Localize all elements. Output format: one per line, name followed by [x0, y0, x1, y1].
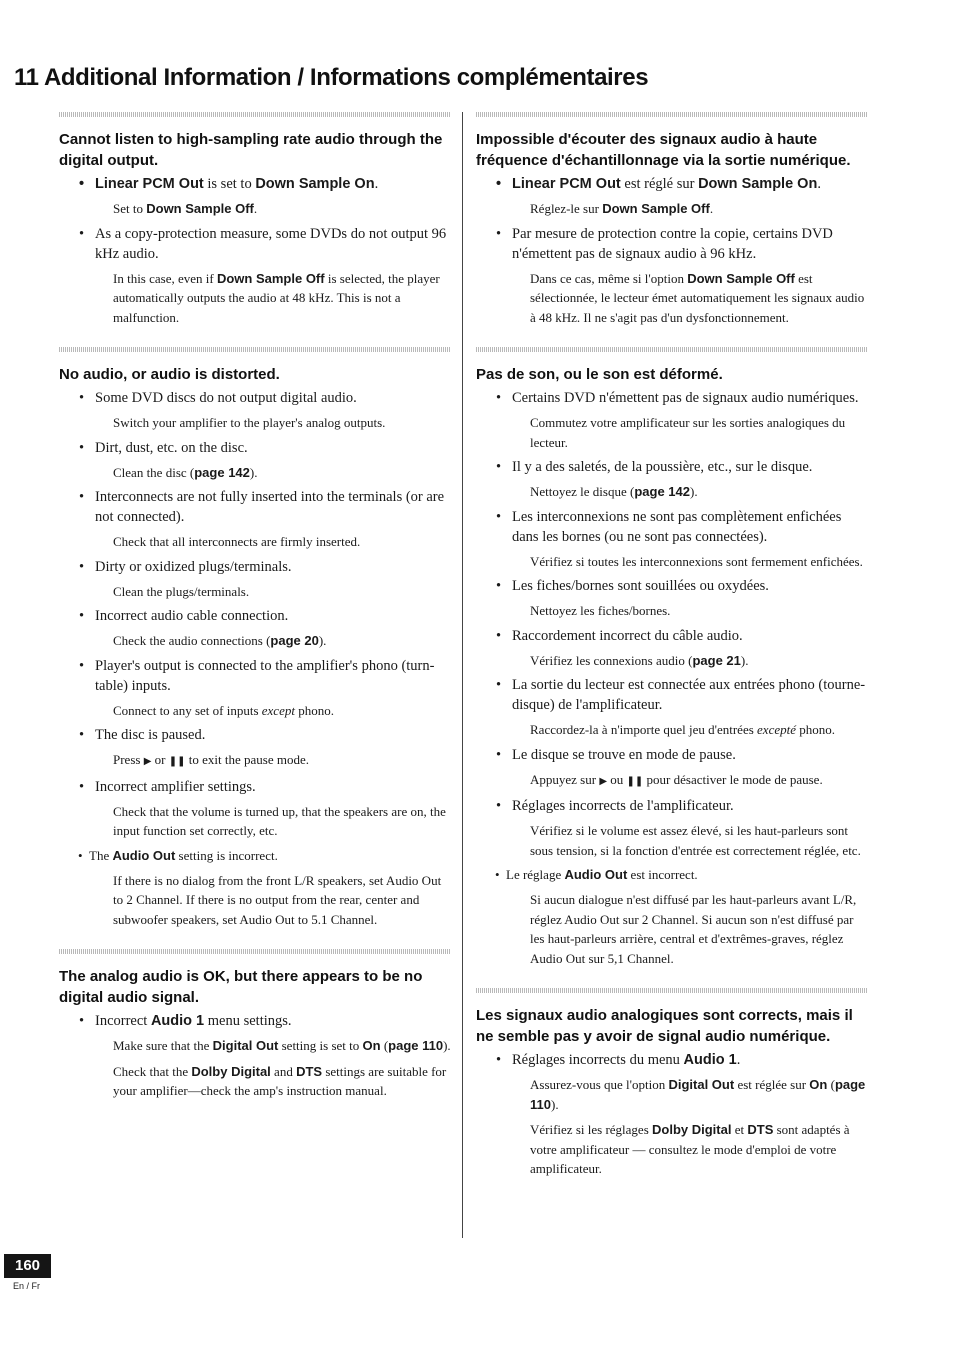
bullet-icon: • — [496, 390, 502, 406]
page-reference: page 110 — [388, 1038, 444, 1053]
list-item — [59, 174, 451, 219]
remedy-text: Commutez votre amplificateur sur les sorties analogiques du lecteur. — [530, 415, 846, 450]
cause-text: • Incorrect amplifier settings. — [79, 778, 256, 795]
bullet-icon: • — [496, 578, 502, 594]
cause-text: • Les fiches/bornes sont souillées ou oxydées. — [496, 578, 769, 594]
section-heading: The analog audio is OK, but there appears to be no digital audio signal. — [59, 968, 423, 1006]
bullet-icon: • — [79, 778, 85, 795]
list-item — [59, 606, 451, 651]
remedy-text: Si aucun dialogue n'est diffusé par les haut-parleurs avant L/R, réglez Audio Out sur 2 Channel. Si aucun son n'est diffusé par les haut-parleurs arrière, central et d'extrêmes-graves, réglez Audio Out sur 5,1 Channel. — [530, 892, 857, 966]
section-no-digital-signal-fr — [476, 988, 868, 1179]
cause-text: • Incorrect Audio 1 menu settings. — [79, 1013, 292, 1029]
list-item — [476, 507, 868, 572]
cause-text: • Player's output is connected to the amplifier's phono (turn-table) inputs. — [79, 657, 435, 694]
list-item — [59, 557, 451, 602]
cause-text: • Il y a des saletés, de la poussière, etc., sur le disque. — [496, 459, 813, 475]
cause-text: • La sortie du lecteur est connectée aux entrées phono (tourne-disque) de l'amplificateur. — [496, 677, 866, 713]
section-rule — [476, 347, 868, 352]
remedy-text: Connect to any set of inputs except phono. — [113, 702, 334, 718]
list-item — [476, 626, 868, 671]
remedy-text: Make sure that the Digital Out setting is set to On (page 110). — [113, 1038, 451, 1053]
remedy-text: Vérifiez si toutes les interconnexions sont fermement enfichées. — [530, 553, 863, 569]
list-item — [59, 725, 451, 772]
play-icon: ▶ — [599, 775, 608, 787]
list-item — [59, 388, 451, 433]
remedy-text: Nettoyez le disque (page 142). — [530, 484, 698, 499]
bullet-icon: • — [79, 489, 85, 505]
bullet-icon: • — [496, 176, 502, 192]
remedy-text: In this case, even if Down Sample Off is selected, the player automatically outputs the audio at 48 kHz. This is not a malfunction. — [113, 270, 440, 325]
list-item — [476, 457, 868, 502]
bullet-icon: • — [495, 867, 500, 882]
language-indicator: En / Fr — [13, 1281, 41, 1291]
french-column — [476, 112, 868, 1184]
remedy-text: Dans ce cas, même si l'option Down Sample Off est sélectionnée, le lecteur émet automatiquement les signaux audio à 48 kHz. Il ne s'agit pas d'un dysfonctionnement. — [530, 270, 865, 325]
section-rule — [59, 112, 451, 117]
list-item — [59, 656, 451, 721]
list-item — [476, 388, 868, 452]
bullet-icon: • — [79, 657, 85, 674]
bullet-icon: • — [496, 798, 502, 814]
cause-text: • Par mesure de protection contre la copie, certains DVD n'émettent pas de signaux audio à 96 kHz. — [496, 225, 833, 262]
bullet-icon: • — [496, 627, 502, 644]
bullet-icon: • — [496, 225, 502, 242]
remedy-text: Clean the plugs/terminals. — [113, 583, 250, 599]
section-rule — [59, 347, 451, 352]
bullet-icon: • — [79, 727, 85, 743]
remedy-text: Appuyez sur ▶ ou ❚❚ pour désactiver le mode de pause. — [530, 771, 823, 787]
section-high-sampling-fr — [476, 112, 868, 327]
page-reference: page 20 — [270, 633, 319, 648]
list-item — [476, 675, 868, 740]
cause-text: • Incorrect audio cable connection. — [79, 608, 289, 624]
list-item — [476, 865, 868, 968]
bullet-icon: • — [79, 225, 85, 242]
page-reference: page 142 — [634, 484, 690, 499]
page-number-badge: 160 — [4, 1254, 51, 1278]
cause-text: • Les interconnexions ne sont pas complètement enfichées dans les bornes (ou ne sont pas connectées). — [496, 508, 842, 545]
cause-text: • Raccordement incorrect du câble audio. — [496, 627, 743, 644]
remedy-text: If there is no dialog from the front L/R speakers, set Audio Out to 2 Channel. If there is no output from the rear, center and subwoofer speakers, set Audio Out to 5.1 Channel. — [113, 872, 442, 927]
cause-text: • Interconnects are not fully inserted into the terminals (or are not connected). — [79, 489, 445, 525]
play-icon: ▶ — [143, 756, 152, 767]
list-item — [59, 487, 451, 552]
section-no-digital-signal — [59, 949, 451, 1101]
column-divider — [462, 112, 463, 1238]
remedy-text: Check the audio connections (page 20). — [113, 633, 327, 648]
list-item — [476, 576, 868, 621]
bullet-icon: • — [496, 677, 502, 693]
cause-text: • Réglages incorrects du menu Audio 1. — [496, 1052, 741, 1068]
cause-text: • Le disque se trouve en mode de pause. — [496, 746, 736, 763]
bullet-icon: • — [496, 1052, 502, 1068]
bullet-icon: • — [79, 558, 85, 575]
section-heading: Cannot listen to high-sampling rate audio through the digital output. — [59, 131, 443, 169]
cause-text: • Dirty or oxidized plugs/terminals. — [79, 558, 292, 575]
list-item — [59, 1011, 451, 1101]
remedy-text: Vérifiez si le volume est assez élevé, si les haut-parleurs sont sous tension, si la fonction d'entrée est correctement réglée, etc. — [530, 823, 861, 858]
cause-text: • Le réglage Audio Out est incorrect. — [476, 865, 868, 885]
list-item — [59, 438, 451, 483]
cause-text: • Réglages incorrects de l'amplificateur. — [496, 798, 734, 814]
bullet-icon: • — [79, 439, 85, 456]
remedy-text: Vérifiez si les réglages Dolby Digital et DTS sont adaptés à votre amplificateur — consultez le mode d'emploi de votre amplificateur. — [530, 1122, 850, 1176]
remedy-text: Réglez-le sur Down Sample Off. — [530, 201, 714, 216]
remedy-text: Nettoyez les fiches/bornes. — [530, 603, 671, 618]
section-heading: Pas de son, ou le son est déformé. — [476, 366, 723, 383]
section-heading: Impossible d'écouter des signaux audio à haute fréquence d'échantillonnage via la sortie numérique. — [476, 131, 851, 169]
page-reference: page 110 — [530, 1077, 866, 1112]
remedy-text: Switch your amplifier to the player's analog outputs. — [113, 415, 386, 430]
cause-text: • Linear PCM Out est réglé sur Down Sample On. — [496, 176, 821, 192]
remedy-text: Raccordez-la à n'importe quel jeu d'entrées excepté phono. — [530, 722, 835, 737]
section-no-audio-fr — [476, 347, 868, 968]
section-heading: Les signaux audio analogiques sont corrects, mais il ne semble pas y avoir de signal audio numérique. — [476, 1007, 853, 1045]
pause-icon: ❚❚ — [626, 775, 644, 787]
page-title: 11 Additional Information / Informations complémentaires — [14, 64, 649, 91]
cause-text: • The disc is paused. — [79, 727, 206, 743]
english-column — [59, 112, 451, 1106]
list-item — [476, 745, 868, 792]
cause-text: • Some DVD discs do not output digital audio. — [79, 390, 357, 406]
cause-text: • As a copy-protection measure, some DVDs do not output 96 kHz audio. — [79, 225, 447, 262]
bullet-icon: • — [79, 176, 85, 192]
bullet-icon: • — [79, 1013, 85, 1029]
remedy-text: Check that the Dolby Digital and DTS settings are suitable for your amplifier—check the amp's instruction manual. — [113, 1063, 447, 1098]
remedy-text: Press ▶ or ❚❚ to exit the pause mode. — [113, 752, 309, 767]
section-heading: No audio, or audio is distorted. — [59, 366, 280, 383]
section-high-sampling — [59, 112, 451, 327]
remedy-text: Clean the disc (page 142). — [113, 464, 258, 480]
bullet-icon: • — [496, 508, 502, 525]
bullet-icon: • — [78, 847, 83, 863]
list-item — [59, 224, 451, 328]
list-item — [59, 777, 451, 841]
list-item — [476, 174, 868, 219]
list-item — [476, 224, 868, 328]
remedy-text: Check that all interconnects are firmly inserted. — [113, 534, 361, 549]
pause-icon: ❚❚ — [168, 756, 186, 767]
remedy-text: Check that the volume is turned up, that the speakers are on, the input function set correctly, etc. — [113, 803, 446, 838]
remedy-text: Set to Down Sample Off. — [113, 201, 258, 216]
section-rule — [476, 112, 868, 117]
cause-text: • Linear PCM Out is set to Down Sample On. — [79, 176, 379, 192]
section-rule — [476, 988, 868, 993]
cause-text: • Certains DVD n'émettent pas de signaux audio numériques. — [496, 390, 859, 406]
remedy-text: Assurez-vous que l'option Digital Out est réglée sur On (page 110). — [530, 1077, 866, 1112]
remedy-text: Vérifiez les connexions audio (page 21). — [530, 652, 749, 668]
list-item — [476, 1050, 868, 1179]
page-reference: page 142 — [194, 464, 250, 480]
list-item — [59, 846, 451, 930]
list-item — [476, 796, 868, 860]
page-reference: page 21 — [692, 652, 741, 668]
bullet-icon: • — [79, 390, 85, 406]
bullet-icon: • — [79, 608, 85, 624]
cause-text: • Dirt, dust, etc. on the disc. — [79, 439, 248, 456]
cause-text: • The Audio Out setting is incorrect. — [59, 846, 451, 866]
bullet-icon: • — [496, 746, 502, 763]
section-no-audio — [59, 347, 451, 929]
section-rule — [59, 949, 451, 954]
bullet-icon: • — [496, 459, 502, 475]
